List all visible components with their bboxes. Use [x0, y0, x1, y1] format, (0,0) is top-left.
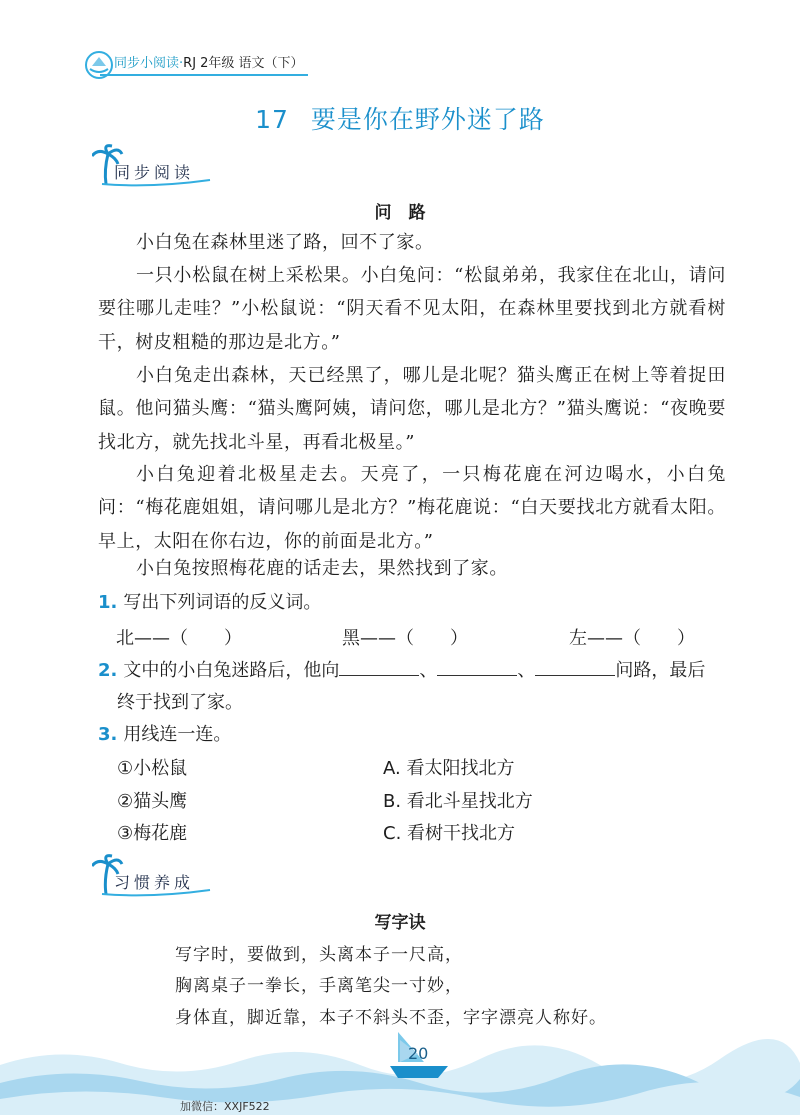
antonym-blank-north[interactable]: 北——（ ） — [116, 628, 242, 649]
question-number: 1. — [98, 592, 118, 613]
lesson-title-text: 要是你在野外迷了路 — [310, 105, 545, 134]
footer-note: 加微信：XXJF522 — [180, 1100, 270, 1113]
match-left-item[interactable]: ①小松鼠 — [117, 758, 188, 779]
story-paragraph: 小白兔在森林里迷了路，回不了家。 — [136, 232, 434, 253]
match-right-item[interactable]: C. 看树干找北方 — [383, 823, 516, 844]
question-number: 3. — [98, 724, 118, 745]
story-title: 问 路 — [374, 203, 426, 223]
question-number: 2. — [98, 660, 118, 681]
series-header — [114, 53, 310, 75]
lesson-title — [0, 100, 800, 136]
question-3 — [98, 718, 738, 751]
question-text: 用线连一连。 — [123, 724, 232, 745]
antonym-blank-left[interactable]: 左——（ ） — [569, 628, 695, 649]
section-badge-label: 同步阅读 — [114, 163, 195, 182]
grade-label: RJ 2年级 语文（下） — [183, 56, 304, 71]
question-text: 问路，最后 — [615, 660, 706, 681]
question-1 — [98, 586, 738, 619]
antonym-blank-black[interactable]: 黑——（ ） — [342, 628, 468, 649]
section-badge-reading — [92, 144, 222, 188]
question-2-line2: 终于找到了家。 — [117, 692, 243, 713]
section-badge-habit — [92, 854, 222, 898]
blank-separator: 、 — [517, 660, 536, 681]
poem-line: 写字时，要做到，头离本子一尺高， — [175, 945, 463, 965]
poem-line: 身体直，脚近靠，本子不斜头不歪，字字漂亮人称好。 — [175, 1008, 607, 1028]
match-right-item[interactable]: B. 看北斗星找北方 — [383, 791, 533, 812]
question-2 — [98, 654, 738, 687]
blank-separator: 、 — [419, 660, 438, 681]
lesson-number: 17 — [255, 105, 289, 134]
story-paragraph: 小白兔迎着北极星走去。天亮了，一只梅花鹿在河边喝水，小白兔问：“梅花鹿姐姐，请问哪儿是北方？”梅花鹿说：“白天要找北方就看太阳。早上，太阳在你右边，你的前面是北方。” — [98, 464, 726, 552]
page-number: 20 — [408, 1044, 429, 1063]
story-paragraph: 一只小松鼠在树上采松果。小白兔问：“松鼠弟弟，我家住在北山，请问要往哪儿走哇？”小松鼠说：“阴天看不见太阳，在森林里要找到北方就看树干，树皮粗糙的那边是北方。” — [98, 265, 726, 353]
header-divider — [100, 74, 308, 76]
header-separator: · — [179, 56, 184, 71]
answer-blank[interactable] — [339, 655, 419, 676]
question-text: 文中的小白兔迷路后，他向 — [123, 660, 340, 681]
poem-line: 胸离桌子一拳长，手离笔尖一寸妙， — [175, 976, 463, 996]
answer-blank[interactable] — [535, 655, 615, 676]
series-name: 同步小阅读 — [114, 56, 180, 71]
answer-blank[interactable] — [437, 655, 517, 676]
question-text: 写出下列词语的反义词。 — [123, 592, 322, 613]
poem-title: 写字诀 — [374, 913, 426, 933]
match-left-item[interactable]: ③梅花鹿 — [117, 823, 188, 844]
story-paragraph: 小白兔按照梅花鹿的话走去，果然找到了家。 — [136, 558, 508, 579]
section-badge-label: 习惯养成 — [114, 873, 195, 892]
story-paragraph: 小白兔走出森林，天已经黑了，哪儿是北呢？猫头鹰正在树上等着捉田鼠。他问猫头鹰：“猫头鹰阿姨，请问您，哪儿是北方？”猫头鹰说：“夜晚要找北方，就先找北斗星，再看北极星。” — [98, 365, 726, 453]
match-right-item[interactable]: A. 看太阳找北方 — [383, 758, 515, 779]
match-left-item[interactable]: ②猫头鹰 — [117, 791, 188, 812]
